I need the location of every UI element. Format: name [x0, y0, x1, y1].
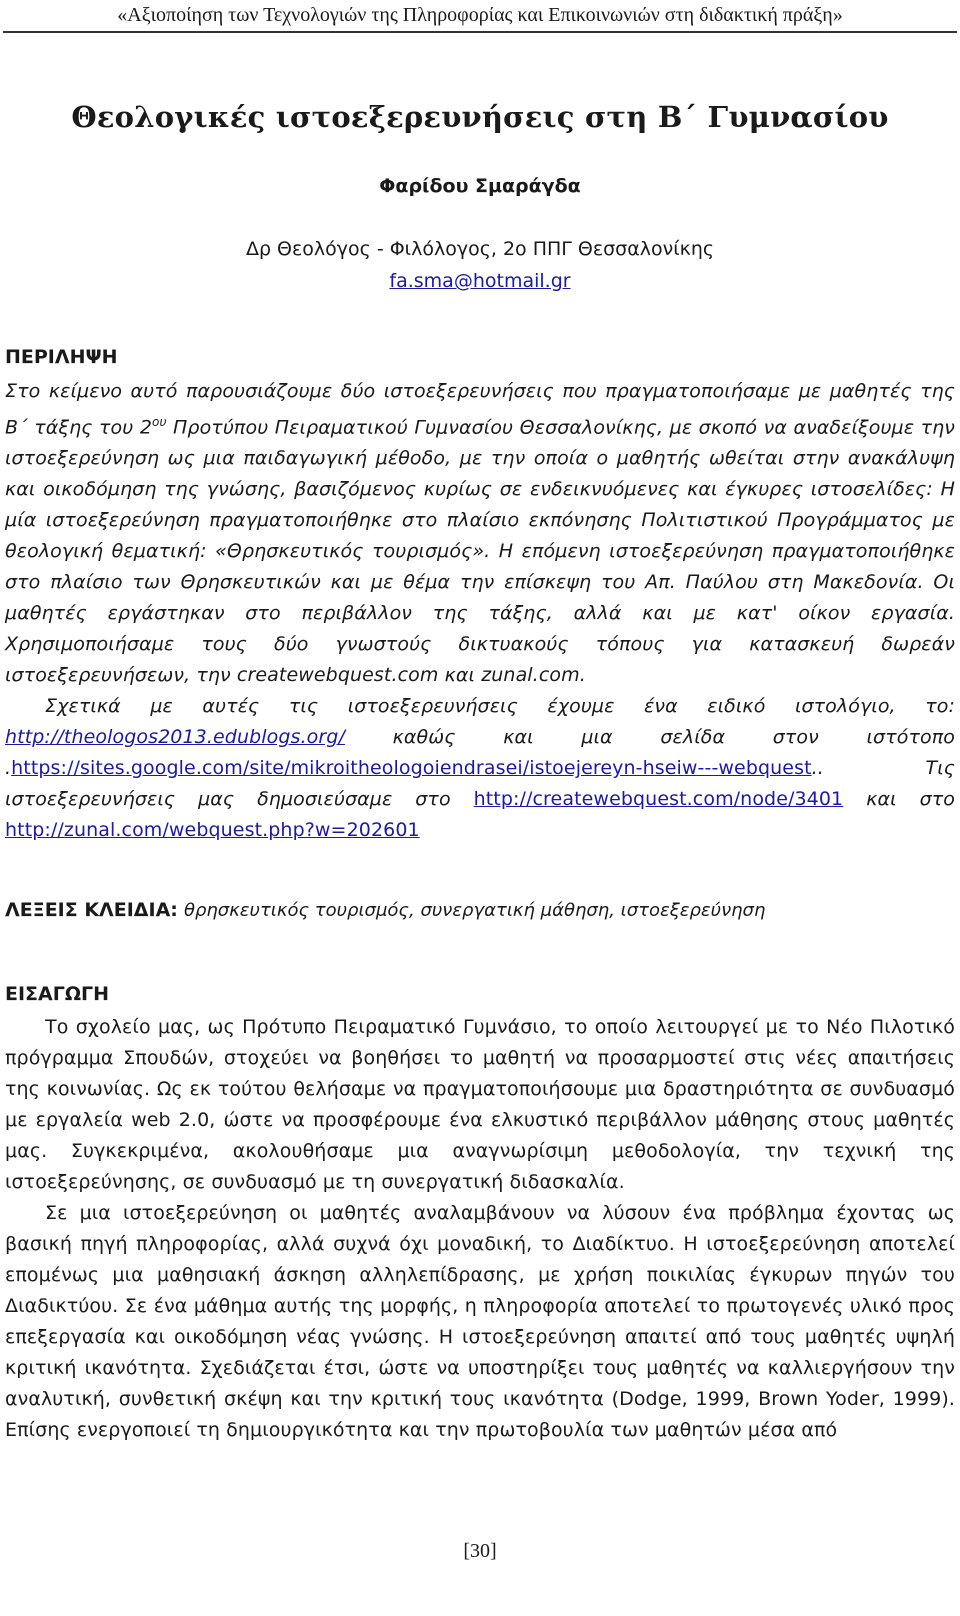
abstract-text-part-1: Στο κείμενο αυτό παρουσιάζουμε δύο ιστοεξερευνήσεις που πραγματοποιήσαμε με μαθητές της Β΄ τάξης του 2: [5, 380, 955, 439]
keywords-line: [5, 899, 955, 921]
abstract-text-and: και στο: [843, 788, 955, 811]
keywords-label: ΛΕΞΕΙΣ ΚΛΕΙΔΙΑ:: [5, 899, 178, 921]
intro-paragraph-1: Το σχολείο μας, ως Πρότυπο Πειραματικό Γυμνάσιο, το οποίο λειτουργεί με το Νέο Πιλοτικό πρόγραμμα Σπουδών, στοχεύει να βοηθήσει το μαθητή να προσαρμοστεί στις νέες απαιτήσεις της κοινωνίας. Ως εκ τούτου θελήσαμε να πραγματοποιήσουμε μια δραστηριότητα σε συνδυασμό με εργαλεία web 2.0, ώστε να προσφέρουμε ένα ελκυστικό περιβάλλον μάθησης στους μαθητές μας. Συγκεκριμένα, ακολουθήσαμε μια αναγνωρίσιμη μεθοδολογία, την τεχνική της ιστοεξερεύνησης, σε συνδυασμό με τη συνεργατική διδασκαλία.: [5, 1016, 955, 1193]
createwebquest-link[interactable]: http://createwebquest.com/node/3401: [473, 788, 844, 811]
superscript-ordinal: ου: [152, 415, 167, 429]
abstract-text-part-2: Προτύπου Πειραματικού Γυμνασίου Θεσσαλονίκης, με σκοπό να αναδείξουμε την ιστοεξερεύνηση ως μια παιδαγωγική μέθοδο, με την οποία ο μαθητής ωθείται στην ανακάλυψη και οικοδόμηση της γνώσης, βασιζόμενος κυρίως σε ενδεικνυόμενες και έγκυρες ιστοσελίδες: Η μία ιστοεξερεύνηση πραγματοποιήθηκε στο πλαίσιο εκπόνησης Πολιτιστικού Προγράμματος με θεολογική θεματική: «Θρησκευτικός τουρισμός». Η επόμενη ιστοεξερεύνηση πραγματοποιήθηκε στο πλαίσιο των Θρησκευτικών και με θέμα την επίσκεψη του Απ. Παύλου στη Μακεδονία. Οι μαθητές εργάστηκαν στο περιβάλλον της τάξης, αλλά και με κατ' οίκον εργασία. Χρησιμοποιήσαμε τους δύο γνωστούς δικτυακούς τόπους για κατασκευή δωρεάν ιστοεξερευνήσεων, την createwebquest.com και zunal.com.: [5, 416, 955, 687]
abstract-body: [5, 376, 955, 846]
intro-body: [5, 1012, 955, 1446]
abstract-text-blog-intro: Σχετικά με αυτές τις ιστοεξερευνήσεις έχουμε ένα ειδικό ιστολόγιο, το:: [45, 695, 955, 718]
intro-heading: ΕΙΣΑΓΩΓΗ: [5, 983, 109, 1005]
keywords-value: θρησκευτικός τουρισμός, συνεργατική μάθηση, ιστοεξερεύνηση: [183, 900, 766, 921]
page-number: [30]: [463, 1540, 497, 1562]
author-email-link[interactable]: fa.sma@hotmail.gr: [389, 270, 571, 292]
blog-link[interactable]: http://theologos2013.edublogs.org/: [5, 726, 345, 749]
author-name: Φαρίδου Σμαράγδα: [379, 175, 581, 197]
abstract-paragraph-1: [5, 376, 955, 691]
abstract-text-published-intro: .. Τις ιστοεξερευνήσεις μας δημοσιεύσαμε στο: [5, 757, 955, 811]
zunal-link[interactable]: http://zunal.com/webquest.php?w=202601: [5, 819, 420, 842]
running-header: «Αξιοποίηση των Τεχνολογιών της Πληροφορίας και Επικοινωνιών στη διδακτική πράξη»: [117, 4, 843, 26]
google-sites-link[interactable]: https://sites.google.com/site/mikroitheologoiendrasei/istoejereyn-hseiw---webquest: [11, 757, 812, 780]
author-affiliation: Δρ Θεολόγος - Φιλόλογος, 2ο ΠΠΓ Θεσσαλονίκης: [245, 238, 715, 260]
intro-paragraph-2: Σε μια ιστοεξερεύνηση οι μαθητές αναλαμβάνουν να λύσουν ένα πρόβλημα έχοντας ως βασική πηγή πληροφορίας, αλλά συχνά όχι μοναδική, το Διαδίκτυο. Η ιστοεξερεύνηση αποτελεί επομένως μια μαθησιακή άσκηση αλληλεπίδρασης, με χρήση ποικιλίας έγκυρων πηγών του Διαδικτύου. Σε ένα μάθημα αυτής της μορφής, η πληροφορία αποτελεί το πρωτογενές υλικό προς επεξεργασία και οικοδόμηση νέας γνώσης. Η ιστοεξερεύνηση απαιτεί από τους μαθητές υψηλή κριτική ικανότητα. Σχεδιάζεται έτσι, ώστε να υποστηρίξει τους μαθητές να καλλιεργήσουν την αναλυτική, συνθετική σκέψη και την κριτική τους ικανότητα (Dodge, 1999, Brown Yoder, 1999). Επίσης ενεργοποιεί τη δημιουργικότητα και την πρωτοβουλία των μαθητών μέσα από: [5, 1202, 955, 1441]
paper-title: Θεολογικές ιστοεξερευνήσεις στη Β΄ Γυμνασίου: [71, 100, 889, 134]
abstract-text-site-intro: καθώς και μια σελίδα στον ιστότοπο .: [5, 726, 955, 780]
header-rule: [3, 31, 957, 33]
abstract-paragraph-2: [5, 691, 955, 846]
author-email-line: [0, 270, 960, 292]
abstract-heading: ΠΕΡΙΛΗΨΗ: [5, 346, 118, 368]
